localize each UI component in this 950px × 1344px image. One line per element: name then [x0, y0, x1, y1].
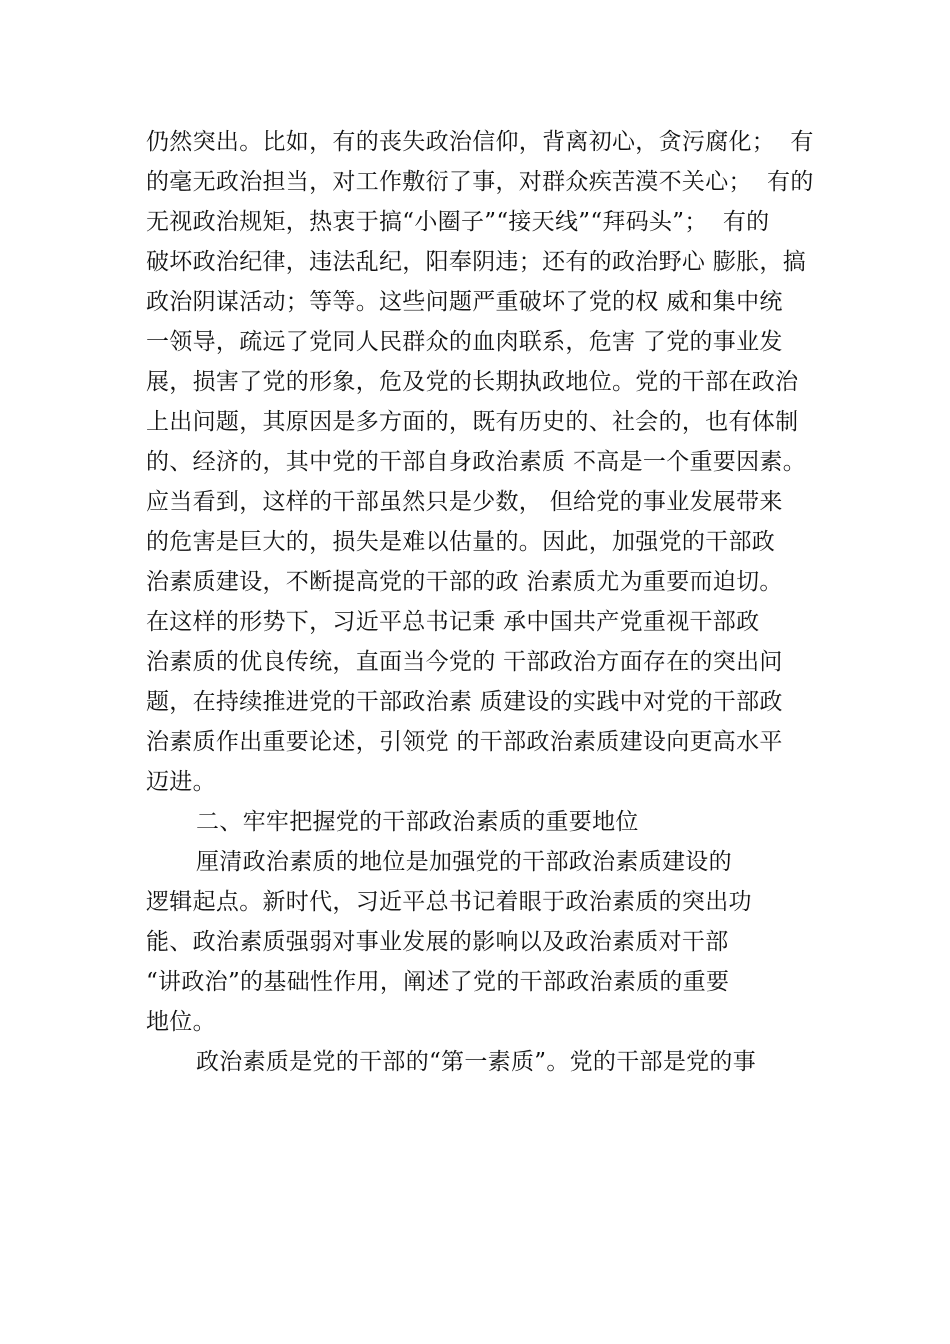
- text-line: 治素质作出重要论述，引领党 的干部政治素质建设向更高水平: [146, 729, 783, 755]
- text-line: 迈进。: [146, 769, 216, 795]
- text-line: 地位。: [146, 1009, 216, 1035]
- text-line: 无视政治规矩，热衷于搞“小圈子”“接天线”“拜码头”； 有的: [146, 209, 770, 235]
- text-line: 逻辑起点。新时代，习近平总书记着眼于政治素质的突出功: [146, 889, 752, 915]
- text-line: 展，损害了党的形象，危及党的长期执政地位。党的干部在政治: [146, 369, 799, 395]
- text-line: 政治素质是党的干部的“第一素质”。党的干部是党的事: [196, 1049, 757, 1075]
- text-line: 政治阴谋活动；等等。这些问题严重破坏了党的权 威和集中统: [146, 289, 783, 315]
- text-line: 的危害是巨大的，损失是难以估量的。因此，加强党的干部政: [146, 529, 776, 555]
- text-line: 题，在持续推进党的干部政治素 质建设的实践中对党的干部政: [146, 689, 783, 715]
- text-line: 厘清政治素质的地位是加强党的干部政治素质建设的: [196, 849, 732, 875]
- text-line: 在这样的形势下，习近平总书记秉 承中国共产党重视干部政: [146, 609, 760, 635]
- section-heading: 二、牢牢把握党的干部政治素质的重要地位: [196, 809, 639, 835]
- text-line: 上出问题，其原因是多方面的，既有历史的、社会的，也有体制: [146, 409, 799, 435]
- text-line: 的、经济的，其中党的干部自身政治素质 不高是一个重要因素。: [146, 449, 807, 475]
- text-line: 仍然突出。比如，有的丧失政治信仰，背离初心，贪污腐化； 有: [146, 129, 814, 155]
- text-line: 能、政治素质强弱对事业发展的影响以及政治素质对干部: [146, 929, 729, 955]
- text-line: 应当看到，这样的干部虽然只是少数， 但给党的事业发展带来: [146, 489, 783, 515]
- text-line: 治素质的优良传统，直面当今党的 干部政治方面存在的突出问: [146, 649, 783, 675]
- text-line: 治素质建设，不断提高党的干部的政 治素质尤为重要而迫切。: [146, 569, 783, 595]
- text-line: 的毫无政治担当，对工作敷衍了事，对群众疾苦漠不关心； 有的: [146, 169, 814, 195]
- text-line: 破坏政治纪律，违法乱纪，阳奉阴违；还有的政治野心 膨胀，搞: [146, 249, 807, 275]
- text-line: 一领导，疏远了党同人民群众的血肉联系，危害 了党的事业发: [146, 329, 783, 355]
- text-line: “讲政治”的基础性作用，阐述了党的干部政治素质的重要: [146, 969, 730, 995]
